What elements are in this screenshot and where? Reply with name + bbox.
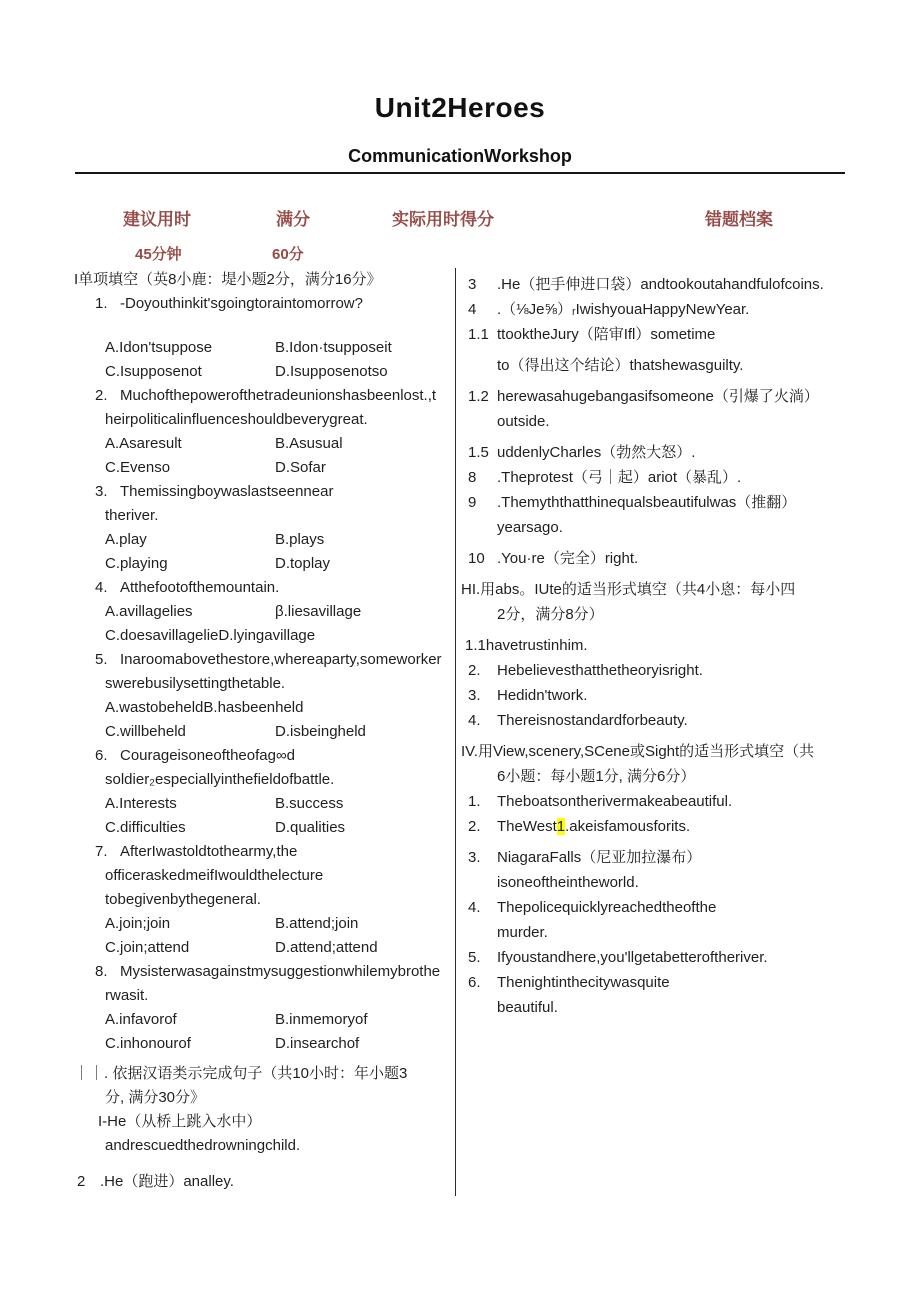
options-line (74, 456, 455, 480)
option-cell: B.Asusual (275, 435, 343, 452)
option-cell: A.Asaresult (105, 435, 182, 452)
line-text: Themissingboywaslastseennear (120, 483, 334, 500)
continuation-line (74, 888, 455, 912)
score-header-error-archive: 错题档案 (705, 210, 773, 229)
options-line (74, 336, 455, 360)
line-text: theriver. (105, 507, 159, 524)
line-text: IV.用View,scenery,SCene或Sight的适当形式填空（共 (461, 743, 815, 760)
line-text: C.doesavillagelieD.lyingavillage (105, 627, 316, 644)
item-number: 5. (95, 651, 108, 668)
option-cell: C.willbeheld (105, 723, 186, 740)
option-cell: A.infavorof (105, 1011, 177, 1028)
numbered-line (461, 845, 881, 870)
continuation-line (461, 995, 881, 1020)
option-cell: D.isbeingheld (275, 723, 366, 740)
item-number: 4. (95, 579, 108, 596)
line-text: I单项填空（英8小鹿：堤小题2分，满分16分》 (74, 271, 382, 288)
line-text: soldier₂especiallyinthefieldofbattle. (105, 771, 335, 788)
line-text: isoneoftheintheworld. (497, 874, 639, 891)
option-cell: C.join;attend (105, 939, 190, 956)
suggested-time-value: 45分钟 (135, 246, 182, 263)
options-line (74, 912, 455, 936)
option-cell: A.Idon'tsuppose (105, 339, 213, 356)
right-column (461, 272, 881, 1020)
line-text: Muchofthepowerofthetradeunionshasbeenlost.,t (120, 387, 437, 404)
full-marks-value: 60分 (272, 246, 304, 263)
line-text: Hedidn'twork. (497, 687, 588, 704)
line-text: 2分，满分8分） (497, 606, 604, 623)
line-text: tobegivenbythegeneral. (105, 891, 261, 908)
option-cell: D.Sofar (275, 459, 326, 476)
line-text: AfterIwastoldtothearmy,the (120, 843, 298, 860)
line-text: Courageisoneoftheofag∞d (120, 747, 295, 764)
line-text: uddenlyCharles（勃然大怒）. (497, 444, 696, 461)
question-line (74, 960, 455, 984)
column-divider-line (455, 268, 456, 1196)
line-text: ttooktheJury（陪审Ifl）sometime (497, 326, 716, 343)
option-cell: B.plays (275, 531, 325, 548)
line-text: .Theprotest（弓｜起）ariot（暴乱）. (497, 469, 742, 486)
line-text: Thenightinthecitywasquite (497, 974, 670, 991)
numbered-line (461, 814, 881, 839)
text-line (461, 633, 881, 658)
option-cell: B.attend;join (275, 915, 359, 932)
option-cell: A.play (105, 531, 147, 548)
section-heading (74, 268, 455, 292)
line-text: to（得出这个结论）thatshewasguilty. (497, 357, 744, 374)
line-text: .He（把手伸进口袋）andtookoutahandfulofcoins. (497, 276, 824, 293)
item-number: 8. (95, 963, 108, 980)
item-number: 2. (468, 818, 481, 835)
item-number: 8 (468, 469, 477, 486)
line-text: I-He（从桥上跳入水中） (98, 1113, 262, 1130)
item-number: 1.1 (468, 326, 489, 343)
item-number: 7. (95, 843, 108, 860)
option-cell: C.difficulties (105, 819, 186, 836)
numbered-line (461, 322, 881, 347)
line-text: -Doyouthinkit'sgoingtoraintomorrow? (120, 295, 363, 312)
option-cell: C.playing (105, 555, 168, 572)
continuation-line (74, 1086, 455, 1110)
line-text: herewasahugebangasifsomeone（引爆了火淌） (497, 388, 819, 405)
text-after-highlight: .akeisfamousforits. (565, 818, 691, 835)
continuation-line (74, 864, 455, 888)
continuation-line (74, 768, 455, 792)
line-text: rwasit. (105, 987, 149, 1004)
continuation-line (461, 764, 881, 789)
line-text: 1.1havetrustinhim. (465, 637, 588, 654)
continuation-line (461, 870, 881, 895)
item-number: 2 (77, 1173, 86, 1190)
option-cell: D.qualities (275, 819, 346, 836)
option-cell: β.liesavillage (275, 603, 362, 620)
option-cell: B.Idon·tsupposeit (275, 339, 392, 356)
continuation-line (74, 672, 455, 696)
options-line (74, 432, 455, 456)
numbered-line (461, 970, 881, 995)
line-text: andrescuedthedrowningchild. (105, 1137, 301, 1154)
item-number: 6. (95, 747, 108, 764)
numbered-line (461, 297, 881, 322)
options-line (74, 720, 455, 744)
options-line (74, 1032, 455, 1056)
item-number: 1.2 (468, 388, 489, 405)
page-subtitle: CommunicationWorkshop (348, 146, 572, 166)
numbered-line (461, 384, 881, 409)
line-text: .You·re（完全）right. (497, 550, 639, 567)
line-text: Mysisterwasagainstmysuggestionwhilemybrothe (120, 963, 441, 980)
text-line (74, 1110, 455, 1134)
options-line (74, 936, 455, 960)
continuation-line (74, 984, 455, 1008)
section-heading (74, 1062, 455, 1086)
options-line (74, 600, 455, 624)
numbered-line (461, 546, 881, 571)
section-heading (461, 577, 881, 602)
numbered-line (461, 945, 881, 970)
line-text: Ifyoustandhere,you'llgetabetteroftheriver. (497, 949, 768, 966)
item-number: 2. (468, 662, 481, 679)
item-number: 3 (468, 276, 477, 293)
item-number: 1. (95, 295, 108, 312)
item-number: 3. (468, 849, 481, 866)
section-heading (461, 739, 881, 764)
continuation-line (74, 504, 455, 528)
continuation-line (461, 602, 881, 627)
score-header-suggested-time: 建议用时 (123, 210, 191, 229)
item-number: 6. (468, 974, 481, 991)
option-cell: C.Isupposenot (105, 363, 202, 380)
line-text: Inaroomabovethestore,whereaparty,someworker (120, 651, 442, 668)
item-number: 4 (468, 301, 477, 318)
score-header-actual-time-score: 实际用时得分 (392, 210, 494, 229)
item-number: 1. (468, 793, 481, 810)
line-text: swerebusilysettingthetable. (105, 675, 286, 692)
options-line (74, 816, 455, 840)
question-line (74, 292, 455, 316)
line-text: HI.用abs。IUte的适当形式填空（共4小恖：每小四 (461, 581, 796, 598)
option-cell: C.Evenso (105, 459, 171, 476)
numbered-line (461, 658, 881, 683)
options-line (74, 624, 455, 648)
option-cell: B.inmemoryof (275, 1011, 368, 1028)
option-cell: D.insearchof (275, 1035, 360, 1052)
continuation-line (461, 353, 881, 378)
item-number: 4. (468, 899, 481, 916)
option-cell: A.join;join (105, 915, 171, 932)
line-text: ｜｜. 依据汉语类示完成句子（共10小时：年小题3 (74, 1065, 408, 1082)
line-text: murder. (497, 924, 548, 941)
item-number: 10 (468, 550, 485, 567)
item-number: 4. (468, 712, 481, 729)
options-line (74, 696, 455, 720)
line-text: Hebelievesthatthetheoryisright. (497, 662, 703, 679)
numbered-line (461, 683, 881, 708)
continuation-line (461, 409, 881, 434)
line-text: NiagaraFalls（尼亚加拉瀑布） (497, 849, 702, 866)
numbered-line (461, 895, 881, 920)
numbered-line (74, 1170, 455, 1194)
options-line (74, 552, 455, 576)
item-number: 5. (468, 949, 481, 966)
option-cell: A.Interests (105, 795, 177, 812)
numbered-line (461, 465, 881, 490)
options-line (74, 792, 455, 816)
line-text: officeraskedmeifIwouldthelecture (105, 867, 324, 884)
continuation-line (461, 920, 881, 945)
line-text: .He（跑进）analley. (100, 1173, 234, 1190)
numbered-line (461, 490, 881, 515)
item-number: 3. (95, 483, 108, 500)
line-text: heirpoliticalinfluenceshouldbeverygreat. (105, 411, 368, 428)
line-text: beautiful. (497, 999, 558, 1016)
option-cell: D.Isupposenotso (275, 363, 388, 380)
score-header-full-marks: 满分 (276, 210, 310, 229)
question-line (74, 384, 455, 408)
line-text: Theboatsontherivermakeabeautiful. (497, 793, 733, 810)
page-title: Unit2Heroes (374, 92, 546, 123)
header-rule (75, 172, 845, 174)
left-column (74, 268, 455, 1194)
line-text: 6小题：每小题1分, 满分6分） (497, 768, 696, 785)
question-line (74, 480, 455, 504)
numbered-line (461, 440, 881, 465)
option-cell: B.success (275, 795, 344, 812)
continuation-line (74, 1134, 455, 1158)
option-cell: D.attend;attend (275, 939, 378, 956)
option-cell: C.inhonourof (105, 1035, 191, 1052)
continuation-line (461, 515, 881, 540)
options-line (74, 528, 455, 552)
line-text: .（⅛Je⅝）ᵣIwishyouaHappyNewYear. (497, 301, 750, 318)
numbered-line (461, 272, 881, 297)
line-text: .Themyththatthinequalsbeautifulwas（推翻） (497, 494, 797, 511)
continuation-line (74, 408, 455, 432)
line-text: A.wastobeheldB.hasbeenheld (105, 699, 304, 716)
line-text: outside. (497, 413, 550, 430)
option-cell: D.toplay (275, 555, 331, 572)
question-line (74, 744, 455, 768)
highlight-mark: 1 (556, 818, 566, 835)
question-line (74, 576, 455, 600)
numbered-line (461, 708, 881, 733)
item-number: 3. (468, 687, 481, 704)
item-number: 2. (95, 387, 108, 404)
question-line (74, 648, 455, 672)
line-text: 分, 满分30分》 (105, 1089, 206, 1106)
numbered-line (461, 789, 881, 814)
options-line (74, 1008, 455, 1032)
option-cell: A.avillagelies (105, 603, 193, 620)
item-number: 9 (468, 494, 477, 511)
item-number: 1.5 (468, 444, 489, 461)
question-line (74, 840, 455, 864)
line-text: Thepolicequicklyreachedtheofthe (497, 899, 717, 916)
options-line (74, 360, 455, 384)
line-text: yearsago. (497, 519, 563, 536)
line-text: Atthefootofthemountain. (120, 579, 280, 596)
text-before-highlight: TheWest (497, 818, 557, 835)
line-text: Thereisnostandardforbeauty. (497, 712, 688, 729)
